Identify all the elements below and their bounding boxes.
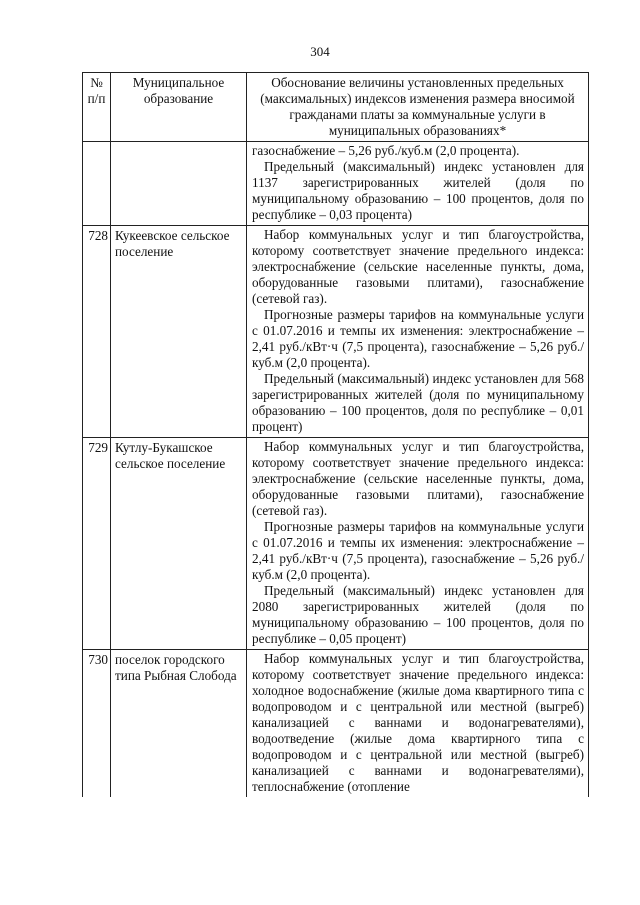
tariff-index-table	[82, 72, 589, 797]
row-justification	[247, 226, 589, 438]
table-header-row	[83, 73, 589, 142]
row-municipality: поселок городского типа Рыбная Слобода	[111, 650, 247, 798]
row-municipality: Кукеевское сельское поселение	[111, 226, 247, 438]
table-row	[83, 650, 589, 798]
row-justification	[247, 142, 589, 226]
justification-paragraph: Набор коммунальных услуг и тип благоустройства, которому соответствует значение предельного индекса: холодное водоснабжение (жилые дома квартирного типа с водопроводом и с центральной или местной (выгреб) канализацией с ваннами и водонагревателями), водоотведение (жилые дома квартирного типа с водопроводом и с центральной или местной (выгреб) канализацией с ваннами и водонагревателями), теплоснабжение (отопление	[252, 651, 584, 794]
justification-paragraph: Предельный (максимальный) индекс установлен для 568 зарегистрированных жителей (доля по муниципальному образованию – 100 процентов, доля по республике – 0,01 процент)	[252, 371, 584, 434]
table-row	[83, 142, 589, 226]
justification-paragraph: Предельный (максимальный) индекс установлен для 1137 зарегистрированных жителей (доля по муниципальному образованию – 100 процентов, доля по республике – 0,03 процента)	[252, 159, 584, 222]
row-justification	[247, 438, 589, 650]
justification-paragraph: Предельный (максимальный) индекс установлен для 2080 зарегистрированных жителей (доля по муниципальному образованию – 100 процентов, доля по республике – 0,05 процент)	[252, 583, 584, 646]
header-justification: Обоснование величины установленных предельных (максимальных) индексов изменения размера вносимой гражданами платы за коммунальные услуги в муниципальных образованиях*	[247, 73, 589, 142]
row-justification	[247, 650, 589, 798]
justification-paragraph: Набор коммунальных услуг и тип благоустройства, которому соответствует значение предельного индекса: электроснабжение (сельские населенные пункты, дома, оборудованные газовыми плитами), газоснабжение (сетевой газ).	[252, 227, 584, 306]
row-municipality	[111, 142, 247, 226]
row-number: 729	[83, 438, 111, 650]
header-num: № п/п	[83, 73, 111, 142]
justification-paragraph: Набор коммунальных услуг и тип благоустройства, которому соответствует значение предельного индекса: электроснабжение (сельские населенные пункты, дома, оборудованные газовыми плитами), газоснабжение (сетевой газ).	[252, 439, 584, 518]
header-municipality: Муниципальное образование	[111, 73, 247, 142]
row-municipality: Кутлу-Букашское сельское поселение	[111, 438, 247, 650]
page-number: 304	[310, 44, 330, 59]
row-number	[83, 142, 111, 226]
justification-paragraph: газоснабжение – 5,26 руб./куб.м (2,0 процента).	[252, 143, 520, 158]
row-number: 730	[83, 650, 111, 798]
row-number: 728	[83, 226, 111, 438]
table-row	[83, 438, 589, 650]
justification-paragraph: Прогнозные размеры тарифов на коммунальные услуги с 01.07.2016 и темпы их изменения: электроснабжение – 2,41 руб./кВт·ч (7,5 процента), газоснабжение – 5,26 руб./куб.м (2,0 процента).	[252, 519, 584, 582]
justification-paragraph: Прогнозные размеры тарифов на коммунальные услуги с 01.07.2016 и темпы их изменения: электроснабжение – 2,41 руб./кВт·ч (7,5 процента), газоснабжение – 5,26 руб./куб.м (2,0 процента).	[252, 307, 584, 370]
table-row	[83, 226, 589, 438]
